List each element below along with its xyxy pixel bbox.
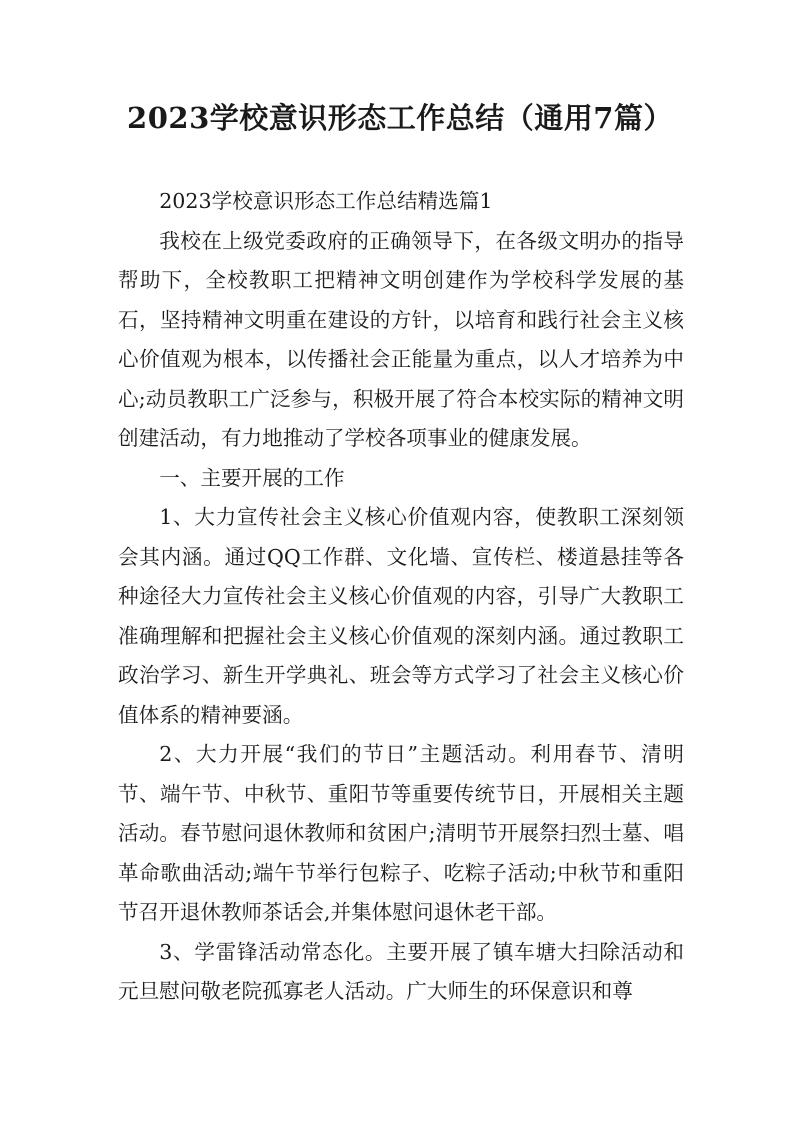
paragraph-item-3: 3、学雷锋活动常态化。主要开展了镇车塘大扫除活动和元旦慰问敬老院孤寡老人活动。广大师生的环保意识和尊 xyxy=(118,939,684,1003)
section-title: 2023学校意识形态工作总结精选篇1 xyxy=(159,189,493,213)
paragraph-item-1: 1、大力宣传社会主义核心价值观内容，使教职工深刻领会其内涵。通过QQ工作群、文化墙、宣传栏、楼道悬挂等各种途径大力宣传社会主义核心价值观的内容，引导广大教职工准确理解和把握社会主义核心价值观的深刻内涵。通过教职工政治学习、新生开学典礼、班会等方式学习了社会主义核心价值体系的精神要涵。 xyxy=(118,505,684,727)
document-title: 2023学校意识形态工作总结（通用7篇） xyxy=(127,101,673,135)
paragraph-intro: 我校在上级党委政府的正确领导下，在各级文明办的指导帮助下，全校教职工把精神文明创建作为学校科学发展的基石，坚持精神文明重在建设的方针，以培育和践行社会主义核心价值观为根本，以传播社会正能量为重点，以人才培养为中心;动员教职工广泛参与，积极开展了符合本校实际的精神文明创建活动，有力地推动了学校各项事业的健康发展。 xyxy=(118,228,684,450)
heading-main-work: 一、主要开展的工作 xyxy=(159,465,345,490)
document-body xyxy=(118,182,684,1012)
paragraph-item-2: 2、大力开展“我们的节日”主题活动。利用春节、清明节、端午节、中秋节、重阳节等重要传统节日，开展相关主题活动。春节慰问退休教师和贫困户;清明节开展祭扫烈士墓、唱革命歌曲活动;端午节举行包粽子、吃粽子活动;中秋节和重阳节召开退休教师茶话会,并集体慰问退休老干部。 xyxy=(118,742,684,924)
